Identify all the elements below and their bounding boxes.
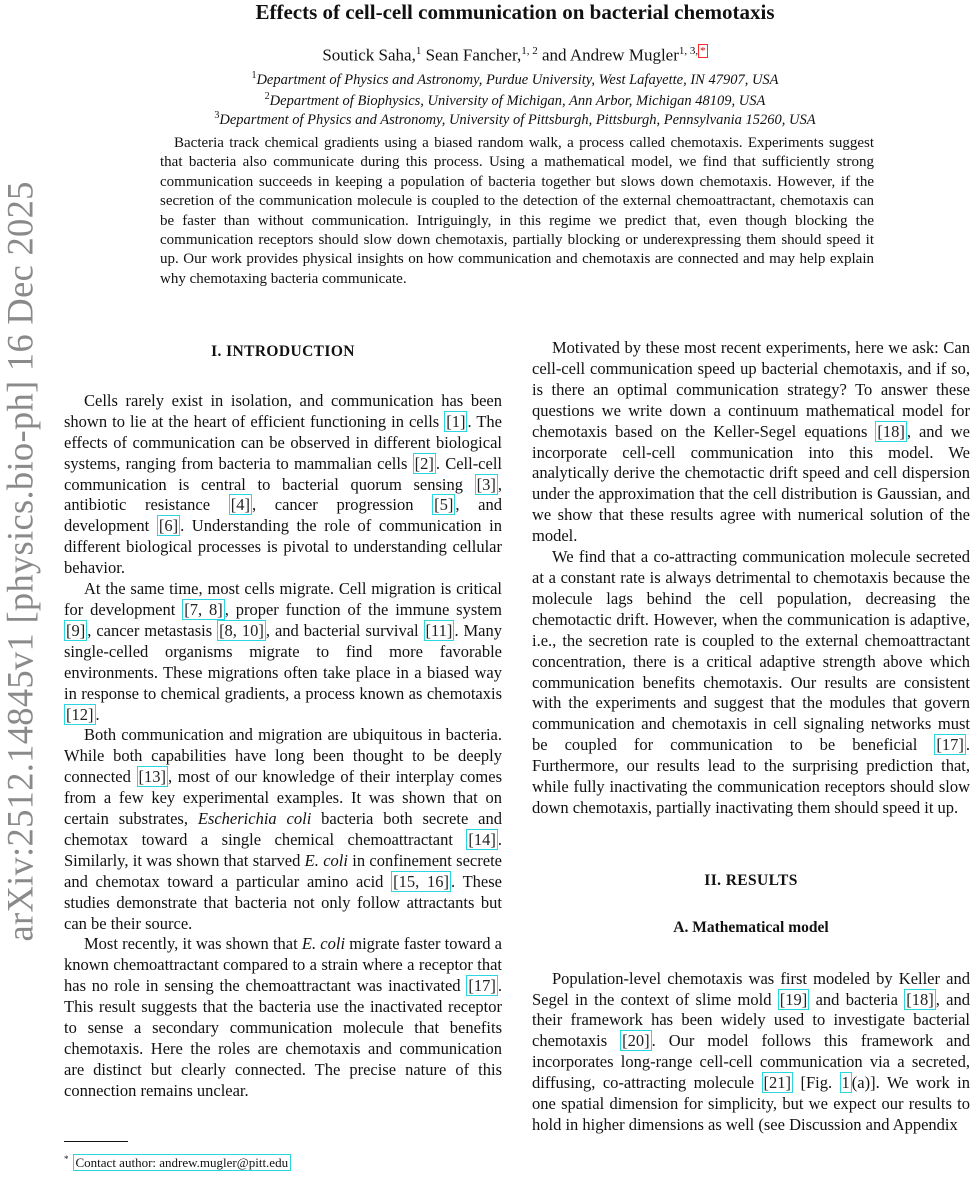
subsection-heading-model: A. Mathematical model <box>673 918 829 936</box>
figure-link[interactable]: 1 <box>841 1073 850 1093</box>
citation-link[interactable]: [8, 10] <box>219 620 264 640</box>
citation-link[interactable]: [19] <box>779 989 808 1009</box>
citation-link[interactable]: [7, 8] <box>184 599 223 619</box>
paper-title: Effects of cell-cell communication on bacterial chemotaxis <box>255 0 775 24</box>
citation-link[interactable]: [15, 16] <box>393 871 450 891</box>
arxiv-identifier-stamp: arXiv:2512.14845v1 [physics.bio-ph] 16 Dec 2025 <box>0 181 41 942</box>
citation-link[interactable]: [5] <box>434 495 454 515</box>
citation-link[interactable]: [9] <box>66 620 86 640</box>
author-saha: Soutick Saha, <box>322 45 416 65</box>
citation-link[interactable]: [13] <box>138 767 166 787</box>
citation-link[interactable]: [20] <box>622 1031 650 1051</box>
abstract: Bacteria track chemical gradients using a biased random walk, a process called chemotaxis. Experiments suggest that bacteria also communicate during this process. Using a mathematical model, we find that sufficiently strong communication succeeds in keeping a population of bacteria together but slows down chemotaxis. However, if the secretion of the communication molecule is coupled to the detection of the external chemoattractant, chemotaxis can be faster than without communication. Intriguingly, in this regime we predict that, even though blocking the communication receptors should slow down chemotaxis, partially blocking or underexpressing them should speed it up. Our work provides physical insights on how communication and chemotaxis are connected and may help explain why chemotaxing bacteria communicate. <box>160 135 874 287</box>
intro-paragraph-1: Cells rarely exist in isolation, and communication has been shown to lie at the heart of efficient functioning in cells [1] . The effects of communication can be observed in different biological systems, ranging from bacteria to mammalian cells [2] . Cell-cell communication is central to bacterial quorum sensing [3] , antibiotic resistance [4] , cancer progression [5] , and development [6] . Understanding the role of communication in different biological processes is pivotal to understanding cellular behavior. <box>64 390 503 578</box>
citation-link[interactable]: [12] <box>66 704 94 724</box>
citation-link[interactable]: [17] <box>468 976 496 996</box>
citation-link[interactable]: [21] <box>763 1073 792 1093</box>
intro-paragraph-6: We find that a co-attracting communication molecule secreted at a constant rate is always detrimental to chemotaxis because the molecule lags behind the cell population, decreasing the chemotactic drift. However, when the communication is adaptive, i.e., the secretion rate is coupled to the external chemoattractant concentration, there is a critical adaptive strength above which communication benefits chemotaxis. Our results are consistent with the experiments and suggest that the modules that govern communication and chemotaxis in cell signaling networks must be coupled for communication to be beneficial [17] . Furthermore, our results lead to the surprising prediction that, while fully inactivating the communication receptors should slow down chemotaxis, partially inactivating them should speed it up. <box>532 547 970 817</box>
citation-link[interactable]: [18] <box>877 421 905 441</box>
author-fancher-affil: 1, 2 <box>521 45 538 57</box>
affiliation-3: $^3$Department of Physics and Astronomy, University of Pittsburgh, Pittsburgh, Pennsylvania 15260, USA <box>214 110 816 128</box>
intro-paragraph-5: Motivated by these most recent experiments, here we ask: Can cell-cell communication speed up bacterial chemotaxis, and if so, is there an optimal communication strategy? To answer these questions we write down a continuum mathematical model for chemotaxis based on the Keller-Segel equations [18] , and we incorporate cell-cell communication into this model. We analytically derive the chemotactic drift speed and cell dispersion under the approximation that the cell distribution is Gaussian, and we show that these results agree with numerical solution of the model. <box>532 338 970 546</box>
citation-link[interactable]: [3] <box>476 474 496 494</box>
author-fancher: Sean Fancher, <box>425 45 522 65</box>
right-column <box>532 338 970 1136</box>
affiliation-1: $^1$Department of Physics and Astronomy, Purdue University, West Lafayette, IN 47907, USA <box>251 70 779 88</box>
footnote-divider <box>64 1141 128 1142</box>
left-column <box>64 338 502 1102</box>
footnote-mark: * <box>64 1154 69 1164</box>
author-mugler: and Andrew Mugler <box>541 45 679 65</box>
footnote <box>64 1151 291 1171</box>
intro-paragraph-2: At the same time, most cells migrate. Cell migration is critical for development [7, 8] , proper function of the immune system [9] , cancer metastasis [8, 10] , and bacterial survival [11] . Many single-celled organisms migrate to find more favorable environments. These migrations often take place in a biased way in response to chemical gradients, a process known as chemotaxis [12] . <box>64 579 502 724</box>
citation-link[interactable]: [4] <box>230 495 250 515</box>
section-heading-introduction: I. INTRODUCTION <box>211 343 355 360</box>
model-paragraph-1: Population-level chemotaxis was first modeled by Keller and Segel in the context of slime mold [19] and bacteria [18] , and their framework has been widely used to investigate bacterial chemotaxis [20] . Our model follows this framework and incorporates long-range cell-cell communication via a secreted, diffusing, co-attracting molecule [21] [Fig. 1 (a)]. We work in one spatial dimension for simplicity, but we expect our results to hold in higher dimensions as well (see Discussion and Appendix <box>532 968 970 1134</box>
citation-link[interactable]: [2] <box>414 453 434 473</box>
citation-link[interactable]: [6] <box>158 516 179 536</box>
author-saha-affil: 1 <box>415 45 422 57</box>
intro-paragraph-4: Most recently, it was shown that E. coli migrate faster toward a known chemoattractant compared to a strain where a receptor that has no role in sensing the chemoattractant was inactivated [17] . This result suggests that the bacteria use the inactivated receptor to sense a secondary communication molecule that benefits chemotaxis. Here the roles are chemotaxis and communication are distinct but clearly connected. The precise nature of this connection remains unclear. <box>64 934 502 1100</box>
citation-link[interactable]: [1] <box>446 411 466 431</box>
citation-link[interactable]: [18] <box>906 989 934 1009</box>
citation-link[interactable]: [14] <box>468 829 496 849</box>
citation-link[interactable]: [11] <box>425 620 453 640</box>
citation-link[interactable]: [17] <box>936 735 964 755</box>
author-mugler-affil: 1, 3, * <box>678 45 706 57</box>
section-heading-results: II. RESULTS <box>704 871 798 889</box>
author-list <box>60 41 970 66</box>
intro-paragraph-3: Both communication and migration are ubiquitous in bacteria. While both capabilities have long been thought to be deeply connected [13] , most of our knowledge of their interplay comes from a few key experimental examples. It was shown that on certain substrates, Escherichia coli bacteria both secrete and chemotax toward a single chemical chemoattractant [14] . Similarly, it was shown that starved E. coli in confinement secrete and chemotax toward a particular amino acid [15, 16] . These studies demonstrate that bacteria not only follow attractants but can be their source. <box>64 725 502 933</box>
affiliation-2: $^2$Department of Biophysics, University of Michigan, Ann Arbor, Michigan 48109, USA <box>264 91 766 109</box>
contact-author-link[interactable]: * <box>700 45 706 57</box>
contact-email-link[interactable]: Contact author: andrew.mugler@pitt.edu <box>73 1154 292 1171</box>
